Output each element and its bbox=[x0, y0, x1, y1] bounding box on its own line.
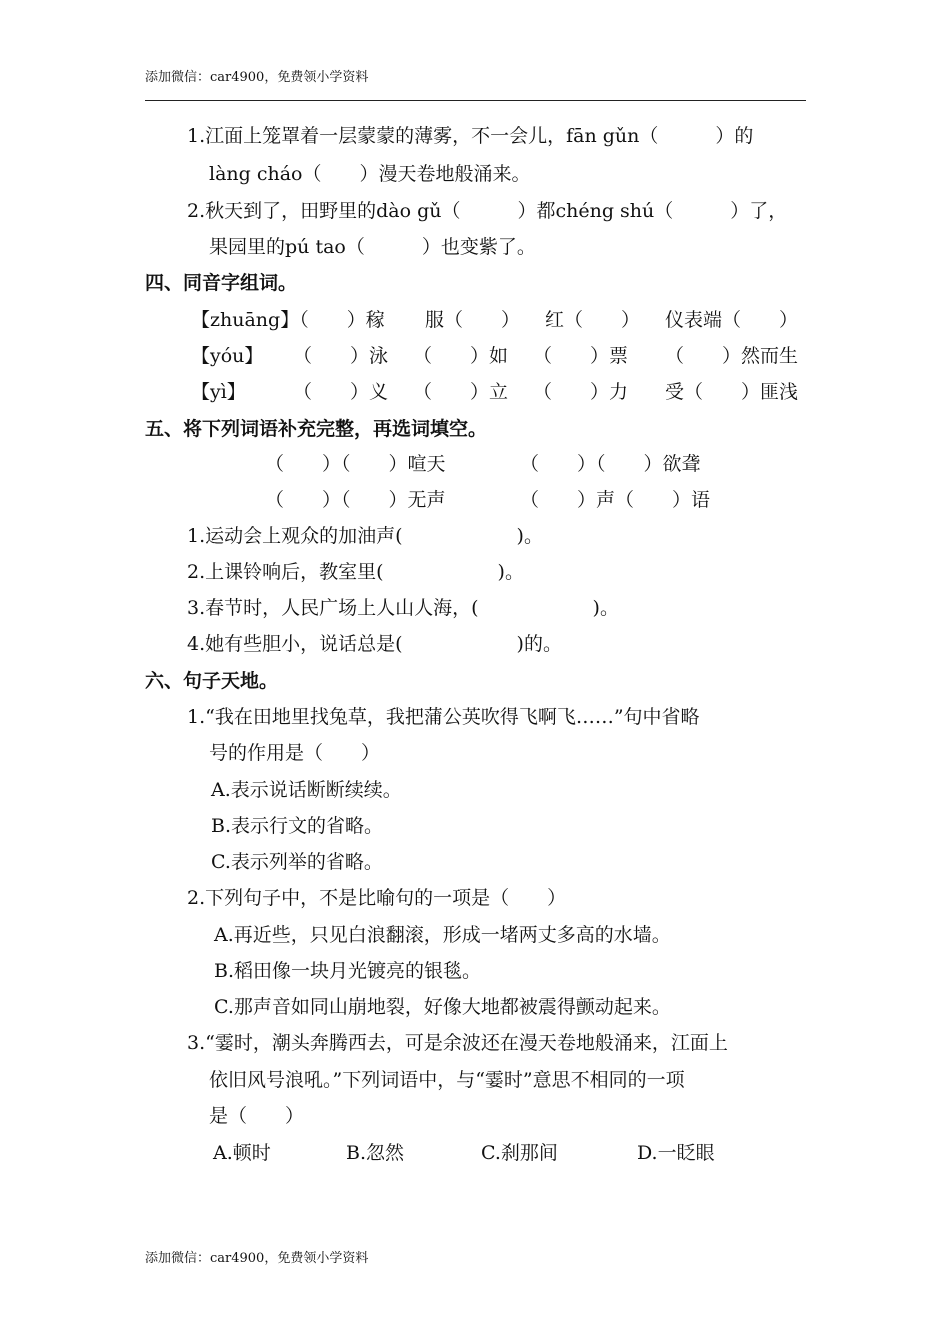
q3-option-c: C.刹那间 bbox=[481, 1142, 558, 1164]
q1-option-b: B.表示行文的省略。 bbox=[211, 815, 384, 837]
q1-line-1: 1.“我在田地里找兔草，我把蒲公英吹得飞啊飞……”句中省略 bbox=[187, 706, 700, 728]
q2-option-c: C.那声音如同山崩地裂，好像大地都被震得颤动起来。 bbox=[214, 996, 671, 1018]
word-fill-4: （ ）声（ ）语 bbox=[520, 489, 711, 511]
you-cell-1: （ ）泳 bbox=[293, 345, 389, 367]
q3-option-a: A.顿时 bbox=[213, 1142, 271, 1164]
fill-item-2: 2.上课铃响后，教室里( )。 bbox=[187, 561, 524, 583]
q1-option-a: A.表示说话断断续续。 bbox=[211, 779, 402, 801]
page-header: 添加微信：car4900，免费领小学资料 bbox=[145, 70, 369, 85]
q3-line-2: 依旧风号浪吼。”下列词语中，与“霎时”意思不相同的一项 bbox=[209, 1069, 685, 1091]
yi-cell-2: （ ）立 bbox=[413, 381, 509, 403]
q2-option-b: B.稻田像一块月光镀亮的银毯。 bbox=[214, 960, 482, 982]
zhuang-cell-3: 红（ ） bbox=[545, 309, 641, 331]
fill-item-3: 3.春节时，人民广场上人山人海，( )。 bbox=[187, 597, 619, 619]
you-cell-2: （ ）如 bbox=[413, 345, 509, 367]
q2-option-a: A.再近些，只见白浪翻滚，形成一堵两丈多高的水墙。 bbox=[214, 924, 671, 946]
zhuang-cell-4: 仪表端（ ） bbox=[665, 309, 799, 331]
yi-cell-1: （ ）义 bbox=[293, 381, 389, 403]
q3-line-3: 是（ ） bbox=[209, 1105, 305, 1127]
fill-item-1: 1.运动会上观众的加油声( )。 bbox=[187, 525, 543, 547]
part3-line-3: 2.秋天到了，田野里的dào gǔ（ ）都chéng shú（ ）了， bbox=[187, 200, 788, 222]
yi-cell-4: 受（ ）匪浅 bbox=[665, 381, 799, 403]
q2-line-1: 2.下列句子中，不是比喻句的一项是（ ） bbox=[187, 887, 567, 909]
q3-option-d: D.一眨眼 bbox=[637, 1142, 715, 1164]
page-footer: 添加微信：car4900，免费领小学资料 bbox=[145, 1251, 369, 1266]
q1-option-c: C.表示列举的省略。 bbox=[211, 851, 383, 873]
yi-label: 【yì】 bbox=[191, 381, 246, 403]
part3-line-1: 1.江面上笼罩着一层蒙蒙的薄雾，不一会儿，fān gǔn（ ）的 bbox=[187, 125, 754, 147]
q3-line-1: 3.“霎时，潮头奔腾西去，可是余波还在漫天卷地般涌来，江面上 bbox=[187, 1032, 728, 1054]
section-6-title: 六、句子天地。 bbox=[145, 670, 279, 692]
part3-line-2: làng cháo（ ）漫天卷地般涌来。 bbox=[209, 163, 531, 185]
q1-line-2: 号的作用是（ ） bbox=[209, 742, 381, 764]
header-divider bbox=[145, 100, 806, 101]
you-cell-3: （ ）票 bbox=[533, 345, 629, 367]
zhuang-cell-1: 【zhuāng】（ ）稼 bbox=[191, 309, 385, 331]
word-fill-2: （ ）（ ）欲聋 bbox=[520, 453, 701, 475]
fill-item-4: 4.她有些胆小，说话总是( )的。 bbox=[187, 633, 562, 655]
you-label: 【yóu】 bbox=[191, 345, 264, 367]
q3-option-b: B.忽然 bbox=[346, 1142, 405, 1164]
section-4-title: 四、同音字组词。 bbox=[145, 272, 298, 294]
you-cell-4: （ ）然而生 bbox=[665, 345, 799, 367]
zhuang-cell-2: 服（ ） bbox=[425, 309, 521, 331]
word-fill-3: （ ）（ ）无声 bbox=[265, 489, 446, 511]
part3-line-4: 果园里的pú tao（ ）也变紫了。 bbox=[209, 236, 536, 258]
yi-cell-3: （ ）力 bbox=[533, 381, 629, 403]
section-5-title: 五、将下列词语补充完整，再选词填空。 bbox=[145, 418, 488, 440]
word-fill-1: （ ）（ ）喧天 bbox=[265, 453, 446, 475]
